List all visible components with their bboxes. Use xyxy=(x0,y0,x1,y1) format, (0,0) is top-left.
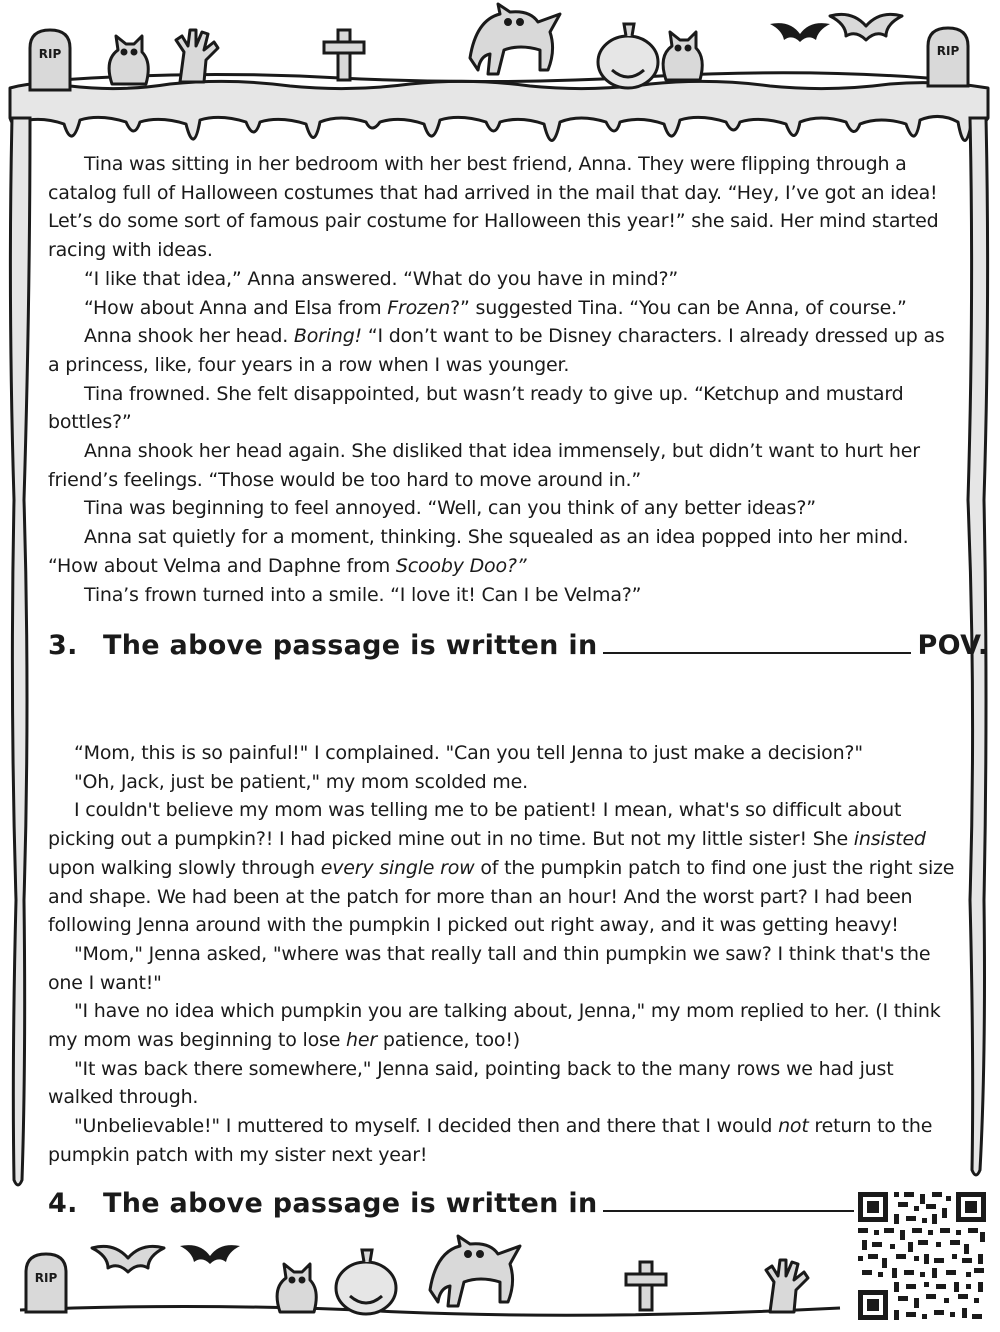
bottom-ground-line xyxy=(20,1306,840,1315)
paragraph: Anna sat quietly for a moment, thinking. She squealed as an idea popped into her mind. “How about Velma and Daphne from Scooby Doo?” xyxy=(48,526,909,577)
tombstone-icon xyxy=(26,1254,66,1312)
paragraph: “How about Anna and Elsa from Frozen?” suggested Tina. “You can be Anna, of course.” xyxy=(84,296,907,319)
answer-blank[interactable] xyxy=(603,650,911,654)
cat-icon xyxy=(109,36,148,84)
paragraph: "Unbelievable!" I muttered to myself. I decided then and there that I would not return to the pumpkin patch with my sister next year! xyxy=(48,1115,933,1166)
paragraph: Tina’s frown turned into a smile. “I love it! Can I be Velma?” xyxy=(84,583,642,606)
paragraph: “Mom, this is so painful!" I complained. "Can you tell Jenna to just make a decision?" xyxy=(74,742,863,764)
svg-text:RIP: RIP xyxy=(38,47,62,61)
passage-two xyxy=(48,739,956,1170)
paragraph: "It was back there somewhere," Jenna said, pointing back to the many rows we had just walked through. xyxy=(48,1057,894,1109)
grave-cross-icon xyxy=(324,30,364,80)
paragraph: "Oh, Jack, just be patient," my mom scolded me. xyxy=(74,770,528,793)
top-slime-border xyxy=(10,81,988,140)
question-suffix: POV. xyxy=(917,630,989,661)
bat-icon xyxy=(770,23,830,42)
paragraph: "Mom," Jenna asked, "where was that really tall and thin pumpkin we saw? I think that's the one I want!" xyxy=(48,942,931,994)
question-number: 4. xyxy=(48,1188,78,1219)
paragraph: Anna shook her head again. She disliked that idea immensely, but didn’t want to hurt her friend’s feelings. “Those would be too hard to move around in.” xyxy=(48,440,920,491)
cat-icon xyxy=(663,32,702,80)
paragraph: Tina frowned. She felt disappointed, but wasn’t ready to give up. “Ketchup and mustard bottles?” xyxy=(48,382,904,434)
paragraph: I couldn't believe my mom was telling me to be patient! I mean, what's so difficult about picking out a pumpkin?! I had picked mine out in no time. But not my little sister! She insisted upon walking slowly through every single row of the pumpkin patch to find one just the right size and shape. We had been at the patch for more than an hour! And the worst part? I had been following Jenna around with the pumpkin I picked out right away, and it was getting heavy! xyxy=(48,799,955,937)
cat-icon xyxy=(277,1264,316,1312)
paragraph: Tina was beginning to feel annoyed. “Well, can you think of any better ideas?” xyxy=(84,497,816,520)
question-4 xyxy=(48,1188,889,1219)
passage-one xyxy=(48,150,956,609)
question-text: The above passage is written in xyxy=(103,1188,598,1219)
pumpkin-icon xyxy=(336,1250,396,1314)
bat-icon xyxy=(92,1246,164,1272)
paragraph: "I have no idea which pumpkin you are talking about, Jenna," my mom replied to her. (I think my mom was beginning to lose her patience, too!) xyxy=(48,1000,941,1052)
paragraph: Anna shook her head. Boring! “I don’t want to be Disney characters. I already dressed up as a princess, like, four years in a row when I was younger. xyxy=(48,325,945,376)
answer-blank[interactable] xyxy=(603,1208,883,1212)
bat-icon xyxy=(830,14,902,40)
zombie-hand-icon xyxy=(766,1260,808,1312)
arched-cat-icon xyxy=(430,1236,520,1306)
arched-cat-icon xyxy=(470,4,560,74)
left-slime-border xyxy=(10,118,30,1185)
pumpkin-icon xyxy=(598,24,658,88)
qr-code-icon[interactable] xyxy=(854,1188,990,1324)
grave-cross-icon xyxy=(626,1262,666,1310)
svg-text:RIP: RIP xyxy=(936,44,960,58)
tombstone-icon xyxy=(928,28,968,86)
paragraph: Tina was sitting in her bedroom with her best friend, Anna. They were flipping through a catalog full of Halloween costumes that had arrived in the mail that day. “Hey, I’ve got an idea! Let’s do some sort of famous pair costume for Halloween this year!” she said. Her mind started racing with ideas. xyxy=(48,153,939,262)
tombstone-icon xyxy=(30,30,70,90)
question-number: 3. xyxy=(48,630,78,661)
question-3 xyxy=(48,630,988,661)
question-text: The above passage is written in xyxy=(103,630,598,661)
svg-text:RIP: RIP xyxy=(34,1271,58,1285)
paragraph: “I like that idea,” Anna answered. “What do you have in mind?” xyxy=(84,267,679,290)
bat-icon xyxy=(180,1245,240,1264)
